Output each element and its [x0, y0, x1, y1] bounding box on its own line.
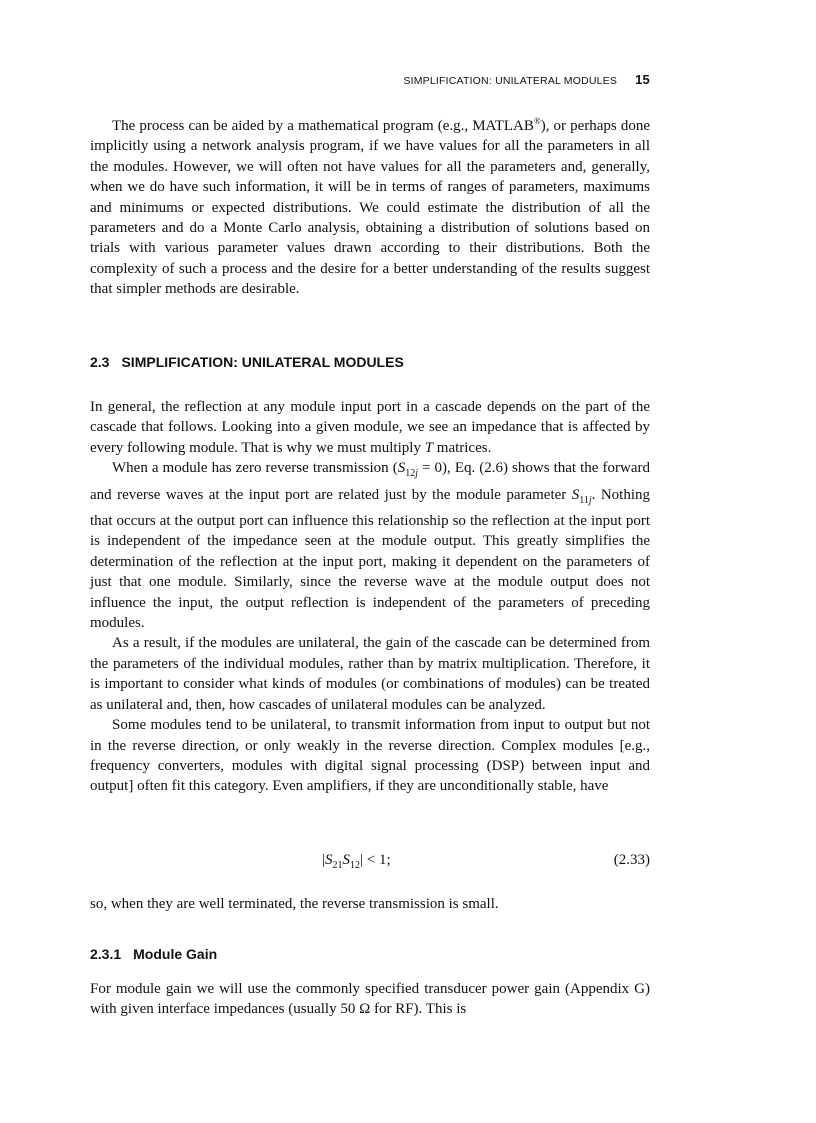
math-j: j	[588, 494, 592, 506]
subsection-title: Module Gain	[133, 946, 218, 962]
math-T: T	[424, 439, 434, 456]
page-number: 15	[635, 72, 650, 87]
para-text: matrices.	[433, 439, 492, 456]
math-S: S	[397, 460, 406, 477]
section-number: 2.3	[90, 354, 110, 370]
math-sub: 11	[579, 494, 589, 506]
registered-mark: ®	[533, 116, 541, 126]
intro-paragraph-block	[90, 111, 650, 300]
math-sub: 21	[332, 860, 343, 871]
abs-bar: |	[322, 852, 326, 868]
math-S: S	[571, 486, 580, 503]
math-sub: 12	[350, 860, 361, 871]
math-S: S	[342, 852, 351, 868]
math-S: S	[325, 852, 333, 868]
para-text: In general, the reflection at any module input port in a cascade depends on the part of the cascade that follows. Looking into a given module, we see an impedance that is affected by every following module. That is why we must multiply	[90, 399, 650, 456]
section-paragraph-4: Some modules tend to be unilateral, to transmit information from input to output but not in the reverse direction, or only weakly in the reverse direction. Complex modules [e.g., frequency converters, modules with digital signal processing (DSP) between input and output] often fit this category. Even amplifiers, if they are unconditionally stable, have	[90, 717, 650, 795]
subsection-paragraph-1: For module gain we will use the commonly specified transducer power gain (Appendix G) with given interface impedances (usually 50 Ω for RF). This is	[90, 981, 650, 1018]
equation-number: (2.33)	[613, 852, 650, 868]
section-title: SIMPLIFICATION: UNILATERAL MODULES	[121, 354, 404, 370]
intro-text-a: The process can be aided by a mathematical program (e.g., MATLAB	[112, 118, 534, 134]
intro-text-b: ), or perhaps done implicitly using a network analysis program, if we have values for all the parameters in all the modules. However, we will often not have values for all the parameters and, generally, when we do have such information, it will be in terms of ranges of parameters, maximums and minimums or expected distributions. We could estimate the distribution of all the parameters and do a Monte Carlo analysis, obtaining a distribution of solutions based on trials with various parameter values drawn according to their distributions. Both the complexity of such a process and the desire for a better understanding of the results suggest that simpler methods are desirable.	[90, 118, 650, 298]
abs-bar-close: | < 1;	[360, 852, 391, 868]
running-title: SIMPLIFICATION: UNILATERAL MODULES	[403, 75, 618, 87]
section-body	[90, 397, 650, 797]
para-text: = 0), Eq. (2.6) shows that the forward and reverse waves at the input port are related just by the module parameter	[90, 460, 650, 503]
equation-expression	[322, 852, 391, 871]
section-paragraph-1	[90, 397, 650, 458]
math-j: j	[415, 468, 418, 480]
subsection-heading	[90, 946, 650, 962]
subsection-body	[90, 979, 650, 1020]
section-paragraph-2	[90, 458, 650, 633]
math-sub: 12	[405, 468, 416, 480]
subsection-number: 2.3.1	[90, 946, 122, 962]
section-heading	[90, 354, 650, 370]
after-equation-block	[90, 894, 650, 914]
intro-paragraph	[90, 111, 650, 300]
para-text: . Nothing that occurs at the output port can influence this relationship so the reflection at the input port is independent of the impedance seen at the module output. This greatly simplifies the determination of the reflection at the input port, making it dependent on the parameters of just that one module. Similarly, since the reverse wave at the module output does not influence the input, the output reflection is independent of the parameters of preceding modules.	[90, 486, 650, 632]
after-equation-text: so, when they are well terminated, the reverse transmission is small.	[90, 896, 499, 912]
running-header	[90, 72, 650, 87]
para-text: When a module has zero reverse transmission (	[112, 460, 398, 477]
section-paragraph-3: As a result, if the modules are unilateral, the gain of the cascade can be determined from the parameters of the individual modules, rather than by matrix multiplication. Therefore, it is important to consider what kinds of modules (or combinations of modules) can be treated as unilateral and, then, how cascades of unilateral modules can be analyzed.	[90, 635, 650, 713]
